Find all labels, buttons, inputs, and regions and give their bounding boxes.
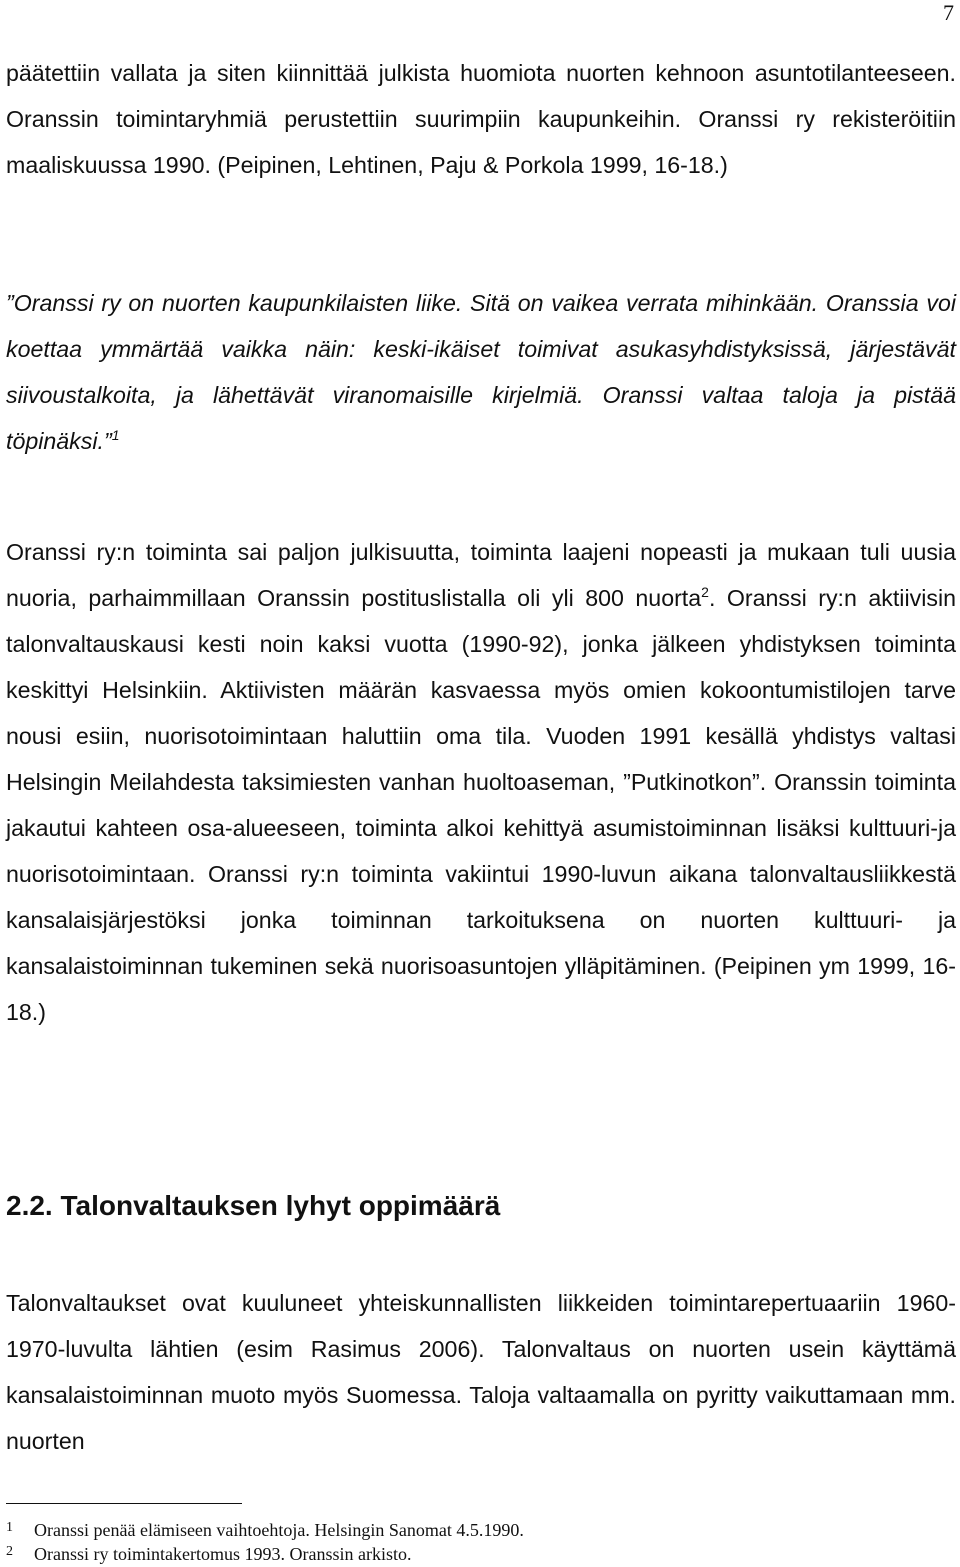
footnote-text: Oranssi penää elämiseen vaihtoehtoja. Helsingin Sanomat 4.5.1990. — [34, 1520, 524, 1540]
paragraph-intro: päätettiin vallata ja siten kiinnittää julkista huomiota nuorten kehnoon asuntotilanteeseen. Oranssin toimintaryhmiä perustettiin suurimpiin kaupunkeihin. Oranssi ry rekisteröitiin maaliskuussa 1990. (Peipinen, Lehtinen, Paju & Porkola 1999, 16-18.) — [6, 60, 956, 178]
section-heading: 2.2. Talonvaltauksen lyhyt oppimäärä — [6, 1190, 501, 1221]
quote-paragraph — [6, 280, 956, 464]
page-number: 7 — [943, 0, 954, 25]
footnote-number: 1 — [6, 1520, 13, 1535]
paragraph-text-b: . Oranssi ry:n aktiivisin talonvaltauskausi kesti noin kaksi vuotta (1990-92), jonka jälkeen yhdistyksen toiminta keskittyi Helsinkiin. Aktiivisten määrän kasvaessa myös omien kokoontumistilojen tarve nousi esiin, nuorisotoimintaan haluttiin oma tila. Vuoden 1991 kesällä yhdistys valtasi Helsingin Meilahdesta taksimiesten vanhan huoltoaseman, ”Putkinotkon”. Oranssin toiminta jakautui kahteen osa-alueeseen, toiminta alkoi kehittyä asumistoiminnan lisäksi kulttuuri-ja nuorisotoimintaan. Oranssi ry:n toiminta vakiintui 1990-luvun aikana talonvaltausliikkestä kansalaisjärjestöksi jonka toiminnan tarkoituksena on nuorten kulttuuri- ja kansalaistoiminnan tukeminen sekä nuorisoasuntojen ylläpitäminen. (Peipinen ym 1999, 16-18.) — [6, 585, 956, 1025]
paragraph-talonvaltaukset: Talonvaltaukset ovat kuuluneet yhteiskunnallisten liikkeiden toimintarepertuaariin 1960-1970-luvulta lähtien (esim Rasimus 2006). Talonvaltaus on nuorten usein käyttämä kansalaistoiminnan muoto myös Suomessa. Taloja valtaamalla on pyritty vaikuttamaan mm. nuorten — [6, 1290, 956, 1454]
footnote-number: 2 — [6, 1544, 13, 1559]
footnote-1 — [6, 1517, 524, 1541]
footnote-2 — [6, 1541, 411, 1565]
footnote-text: Oranssi ry toimintakertomus 1993. Oranssin arkisto. — [34, 1544, 412, 1564]
quote-text: ”Oranssi ry on nuorten kaupunkilaisten liike. Sitä on vaikea verrata mihinkään. Oranssia voi koettaa ymmärtää vaikka näin: keski-ikäiset toimivat asukasyhdistyksissä, järjestävät siivoustalkoita, ja lähettävät viranomaisille kirjelmiä. Oranssi valtaa taloja ja pistää töpinäksi.” — [6, 290, 956, 454]
footnote-ref-1: 1 — [111, 427, 120, 443]
footnote-divider — [6, 1503, 242, 1504]
paragraph-text-a: Oranssi ry:n toiminta sai paljon julkisuutta, toiminta laajeni nopeasti ja mukaan tuli uusia nuoria, parhaimmillaan Oranssin postituslistalla oli yli 800 nuorta — [6, 539, 956, 611]
footnote-ref-2: 2 — [701, 584, 709, 600]
paragraph-oranssi-history — [6, 529, 956, 1035]
